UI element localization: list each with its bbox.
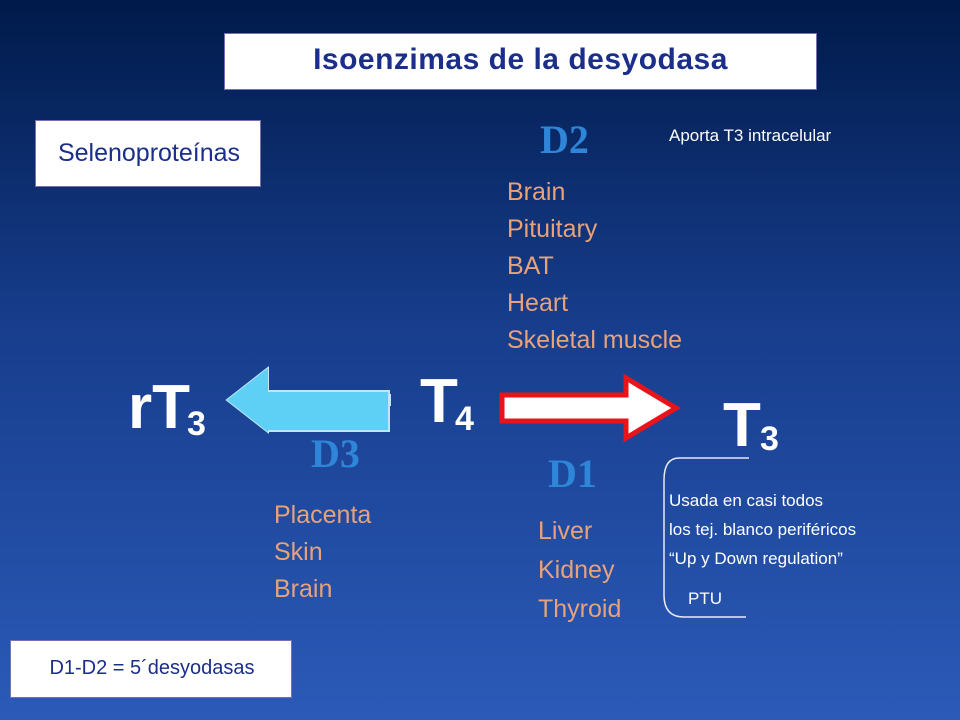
rt3-main: rT <box>128 373 190 442</box>
d3-tissue-list <box>274 497 371 608</box>
d2-tissue: Pituitary <box>507 215 598 243</box>
d2-tissue: BAT <box>507 252 554 280</box>
d1-tissue: Kidney <box>538 556 615 584</box>
t3-note-line: “Up y Down regulation” <box>669 549 843 568</box>
d1-tissue: Liver <box>538 517 593 545</box>
t4-subscript: 4 <box>455 400 474 438</box>
d2-tissue-list <box>507 174 682 359</box>
d1-label: D1 <box>548 451 597 496</box>
d1-tissue: Thyroid <box>538 595 622 623</box>
equation-text: D1-D2 = 5´desyodasas <box>49 657 255 679</box>
d2-tissue: Skeletal muscle <box>507 326 683 354</box>
t4-main: T <box>420 367 458 436</box>
d2-label: D2 <box>540 117 589 162</box>
rt3-subscript: 3 <box>187 405 206 443</box>
d3-tissue: Placenta <box>274 501 372 529</box>
selenoproteins-label: Selenoproteínas <box>57 139 241 167</box>
d2-tissue: Heart <box>507 289 569 317</box>
d2-tissue: Brain <box>507 178 566 206</box>
t3-subscript: 3 <box>760 420 779 458</box>
ptu-label: PTU <box>688 589 722 608</box>
title-box <box>224 33 817 90</box>
d3-arrow-shaft <box>268 390 390 432</box>
t3-notes <box>669 486 856 573</box>
d3-tissue: Brain <box>274 575 333 603</box>
d1-arrow-right <box>496 374 686 444</box>
t3-main: T <box>723 391 761 460</box>
slide-title: Isoenzimas de la desyodasa <box>313 43 728 76</box>
equation-box <box>10 640 292 698</box>
t3-note-line: los tej. blanco periféricos <box>669 520 857 539</box>
selenoproteins-box <box>35 120 261 187</box>
d3-tissue: Skin <box>274 538 323 566</box>
d3-label: D3 <box>311 431 360 476</box>
t3-note-line: Usada en casi todos <box>669 491 824 510</box>
d1-tissue-list <box>538 512 621 629</box>
d2-note: Aporta T3 intracelular <box>669 126 832 145</box>
